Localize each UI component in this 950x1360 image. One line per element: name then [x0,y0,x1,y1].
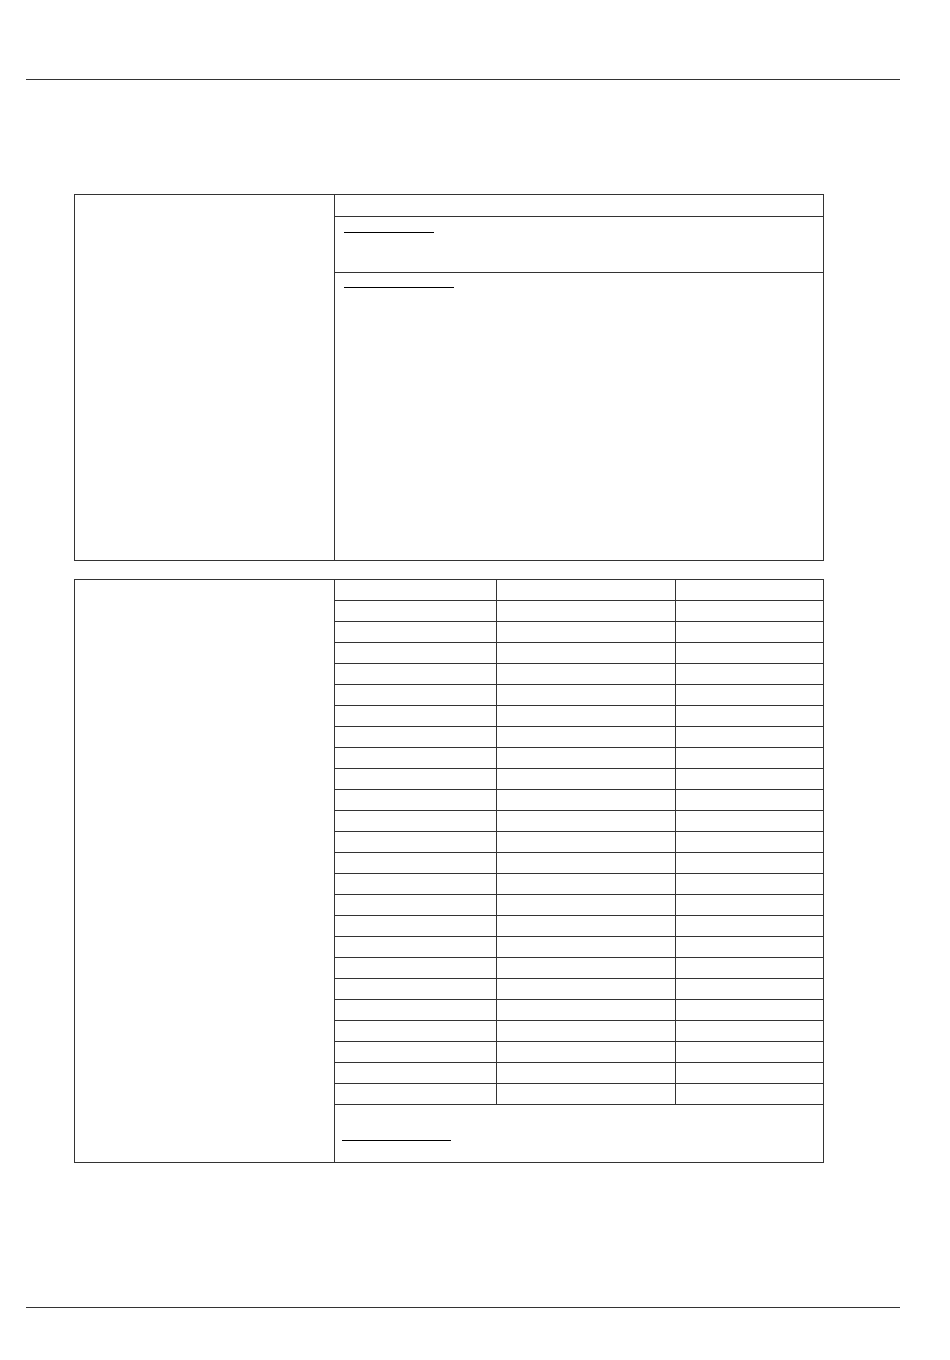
table-cell [334,643,497,663]
table-cell [676,727,823,747]
table-cell [676,853,823,873]
table-cell [497,601,676,621]
table-cell [334,874,497,894]
table-cell [676,874,823,894]
section-two-box [74,579,824,1163]
table-row [334,811,823,832]
header-rule [26,79,900,80]
table-cell [676,664,823,684]
table-cell [334,1021,497,1041]
table-row [334,853,823,874]
section-two-footer-field [334,1124,823,1162]
table-row [334,1063,823,1084]
table-cell [676,706,823,726]
table-header-row [334,580,823,601]
table-cell [497,874,676,894]
table-cell [676,622,823,642]
table-cell [334,664,497,684]
field-b-underline [344,287,454,288]
column-header [334,580,497,600]
table-row [334,1084,823,1105]
table-cell [334,853,497,873]
section-one-header [334,197,340,211]
table-cell [497,622,676,642]
section-one-box [74,194,824,561]
table-cell [497,706,676,726]
table-row [334,895,823,916]
table-row [334,769,823,790]
table-row [334,748,823,769]
table-cell [334,706,497,726]
table-cell [676,895,823,915]
field-a [334,217,823,273]
table-cell [676,769,823,789]
table-cell [334,811,497,831]
table-row [334,874,823,895]
table-cell [497,685,676,705]
table-row [334,622,823,643]
table-cell [497,916,676,936]
table-cell [334,1084,497,1104]
table-cell [334,601,497,621]
table-cell [497,1063,676,1083]
footer-rule [26,1307,900,1308]
table-cell [334,748,497,768]
table-cell [676,811,823,831]
table-cell [497,1021,676,1041]
table-cell [497,979,676,999]
table-cell [334,958,497,978]
table-row [334,706,823,727]
table-row [334,664,823,685]
table-cell [676,643,823,663]
table-cell [497,832,676,852]
table-cell [497,1042,676,1062]
table-cell [497,748,676,768]
table-cell [676,1084,823,1104]
table-cell [497,727,676,747]
column-header [497,580,676,600]
table-cell [676,958,823,978]
table-cell [334,685,497,705]
table-row [334,937,823,958]
table-row [334,979,823,1000]
table-row [334,958,823,979]
field-b [334,273,823,560]
section-one-label-cell [75,195,335,560]
table-cell [497,1084,676,1104]
table-cell [676,1021,823,1041]
table-cell [676,1000,823,1020]
table-cell [334,1063,497,1083]
table-cell [676,916,823,936]
table-cell [334,622,497,642]
section-one-header-cell [334,195,823,216]
table-cell [676,1063,823,1083]
table-cell [334,979,497,999]
table-cell [497,1000,676,1020]
table-cell [497,958,676,978]
table-cell [676,1042,823,1062]
table-row [334,1000,823,1021]
table-cell [334,916,497,936]
table-cell [676,832,823,852]
table-row [334,727,823,748]
table-cell [334,790,497,810]
table-row [334,1042,823,1063]
table-cell [676,790,823,810]
table-row [334,685,823,706]
table-cell [676,748,823,768]
table-cell [334,1042,497,1062]
section-two-table [334,580,823,1105]
column-header [676,580,823,600]
table-cell [676,685,823,705]
table-cell [334,727,497,747]
field-a-underline [344,232,434,233]
table-row [334,1021,823,1042]
table-cell [334,1000,497,1020]
table-cell [497,853,676,873]
table-cell [334,769,497,789]
section-two-footer-underline [342,1140,451,1141]
table-cell [334,832,497,852]
table-cell [334,895,497,915]
table-cell [334,937,497,957]
table-cell [497,811,676,831]
table-cell [497,643,676,663]
table-cell [676,937,823,957]
table-row [334,916,823,937]
table-cell [497,895,676,915]
table-cell [497,937,676,957]
section-two-label-cell [75,580,335,1162]
table-row [334,643,823,664]
table-row [334,790,823,811]
table-row [334,601,823,622]
table-cell [497,769,676,789]
table-row [334,832,823,853]
table-cell [497,790,676,810]
table-cell [497,664,676,684]
table-cell [676,601,823,621]
table-cell [676,979,823,999]
